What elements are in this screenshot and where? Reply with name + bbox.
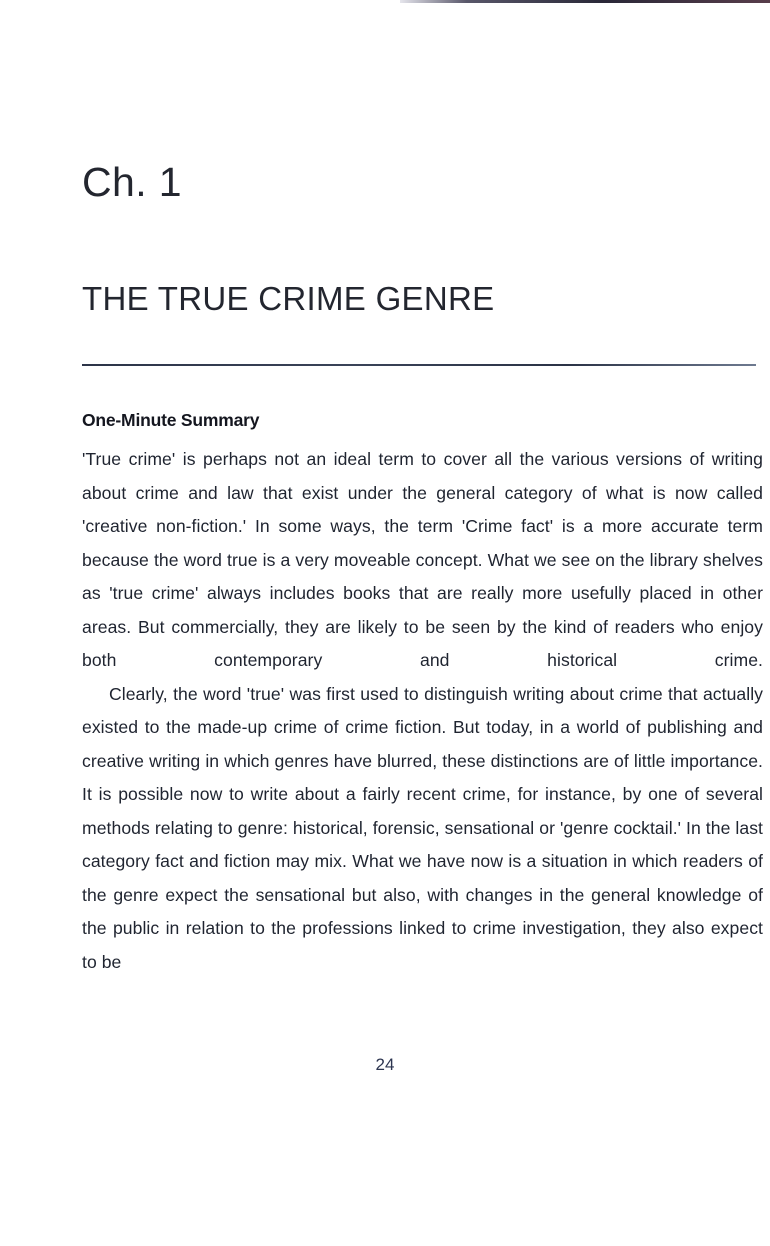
body-text-block [82,443,763,979]
chapter-title: THE TRUE CRIME GENRE [82,280,495,318]
section-heading-one-minute-summary: One-Minute Summary [82,410,260,430]
paragraph: Clearly, the word 'true' was first used to distinguish writing about crime that actually existed to the made-up crime of crime fiction. But today, in a world of publishing and creative writing in which genres have blurred, these distinctions are of little importance. It is possible now to write about a fairly recent crime, for instance, by one of several methods relating to genre: historical, forensic, sensational or 'genre cocktail.' In the last category fact and fiction may mix. What we have now is a situation in which readers of the genre expect the sensational but also, with changes in the general knowledge of the public in relation to the professions linked to crime investigation, they also expect to be [82,683,763,972]
horizontal-divider [82,364,756,366]
paragraph: 'True crime' is perhaps not an ideal term to cover all the various versions of writing about crime and law that exist under the general category of what is now called 'creative non-fiction.' In some ways, the term 'Crime fact' is a more accurate term because the word true is a very moveable concept. What we see on the library shelves as 'true crime' always includes books that are really more usefully placed in other areas. But commercially, they are likely to be seen by the kind of readers who enjoy both contemporary and historical crime. [82,449,763,670]
chapter-number: Ch. 1 [82,159,182,205]
scan-edge-artifact [400,0,770,3]
page-number: 24 [375,1055,395,1074]
